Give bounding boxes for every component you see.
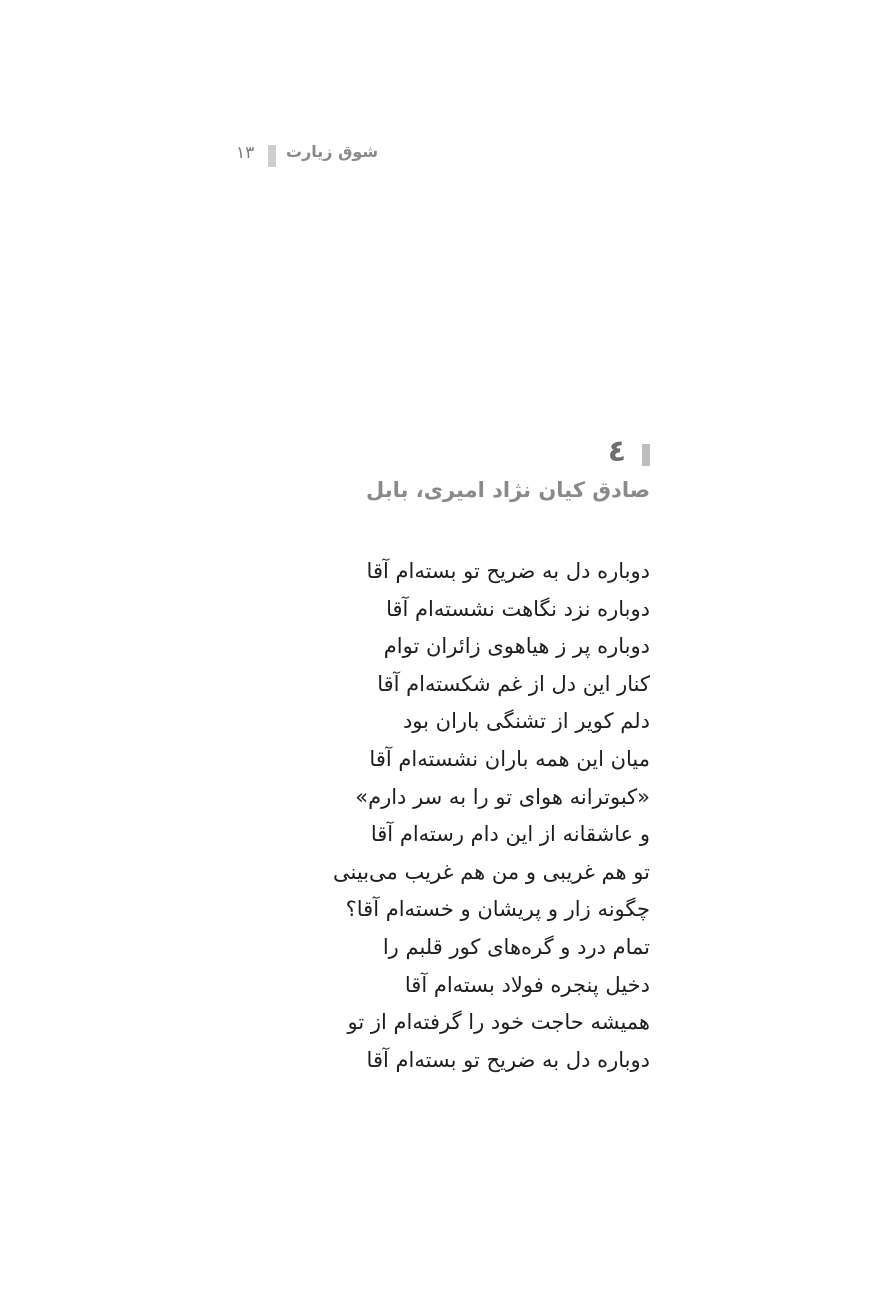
poem-line: میان این همه باران نشسته‌ام آقا — [369, 746, 650, 771]
poem-line: چگونه زار و پریشان و خسته‌ام آقا؟ — [345, 897, 650, 922]
page-number: ۱۳ — [236, 143, 255, 163]
poem-number: ٤ — [607, 434, 626, 469]
poem-line: دوباره نزد نگاهت نشسته‌ام آقا — [386, 596, 650, 621]
poem-line: همیشه حاجت خود را گرفته‌ام از تو — [347, 1010, 650, 1035]
poem-line: دوباره دل به ضریح تو بسته‌ام آقا — [366, 1047, 650, 1072]
poem-line: و عاشقانه از این دام رسته‌ام آقا — [370, 822, 650, 847]
poet-name: صادق کیان نژاد امیری، بابل — [366, 478, 650, 502]
poem-line: دوباره دل به ضریح تو بسته‌ام آقا — [366, 559, 650, 583]
poem-line: تو هم غریبی و من هم غریب می‌بینی — [333, 859, 650, 884]
poem-line: کنار این دل از غم شکسته‌ام آقا — [377, 671, 650, 696]
book-title: شوق زیارت — [286, 142, 379, 161]
poem-line: «کبوترانه هوای تو را به سر دارم» — [355, 784, 650, 809]
header-divider-bar — [268, 145, 276, 167]
poem-line: دوباره پر ز هیاهوی زائران توام — [383, 634, 650, 659]
poem-line: دخیل پنجره فولاد بسته‌ام آقا — [404, 972, 650, 997]
poem-body — [250, 553, 650, 1079]
poem-line: تمام درد و گره‌های کور قلبم را — [382, 934, 650, 959]
poem-marker-bar — [642, 444, 650, 466]
running-header — [236, 141, 379, 167]
poem-line: دلم کویر از تشنگی باران بود — [402, 709, 650, 734]
